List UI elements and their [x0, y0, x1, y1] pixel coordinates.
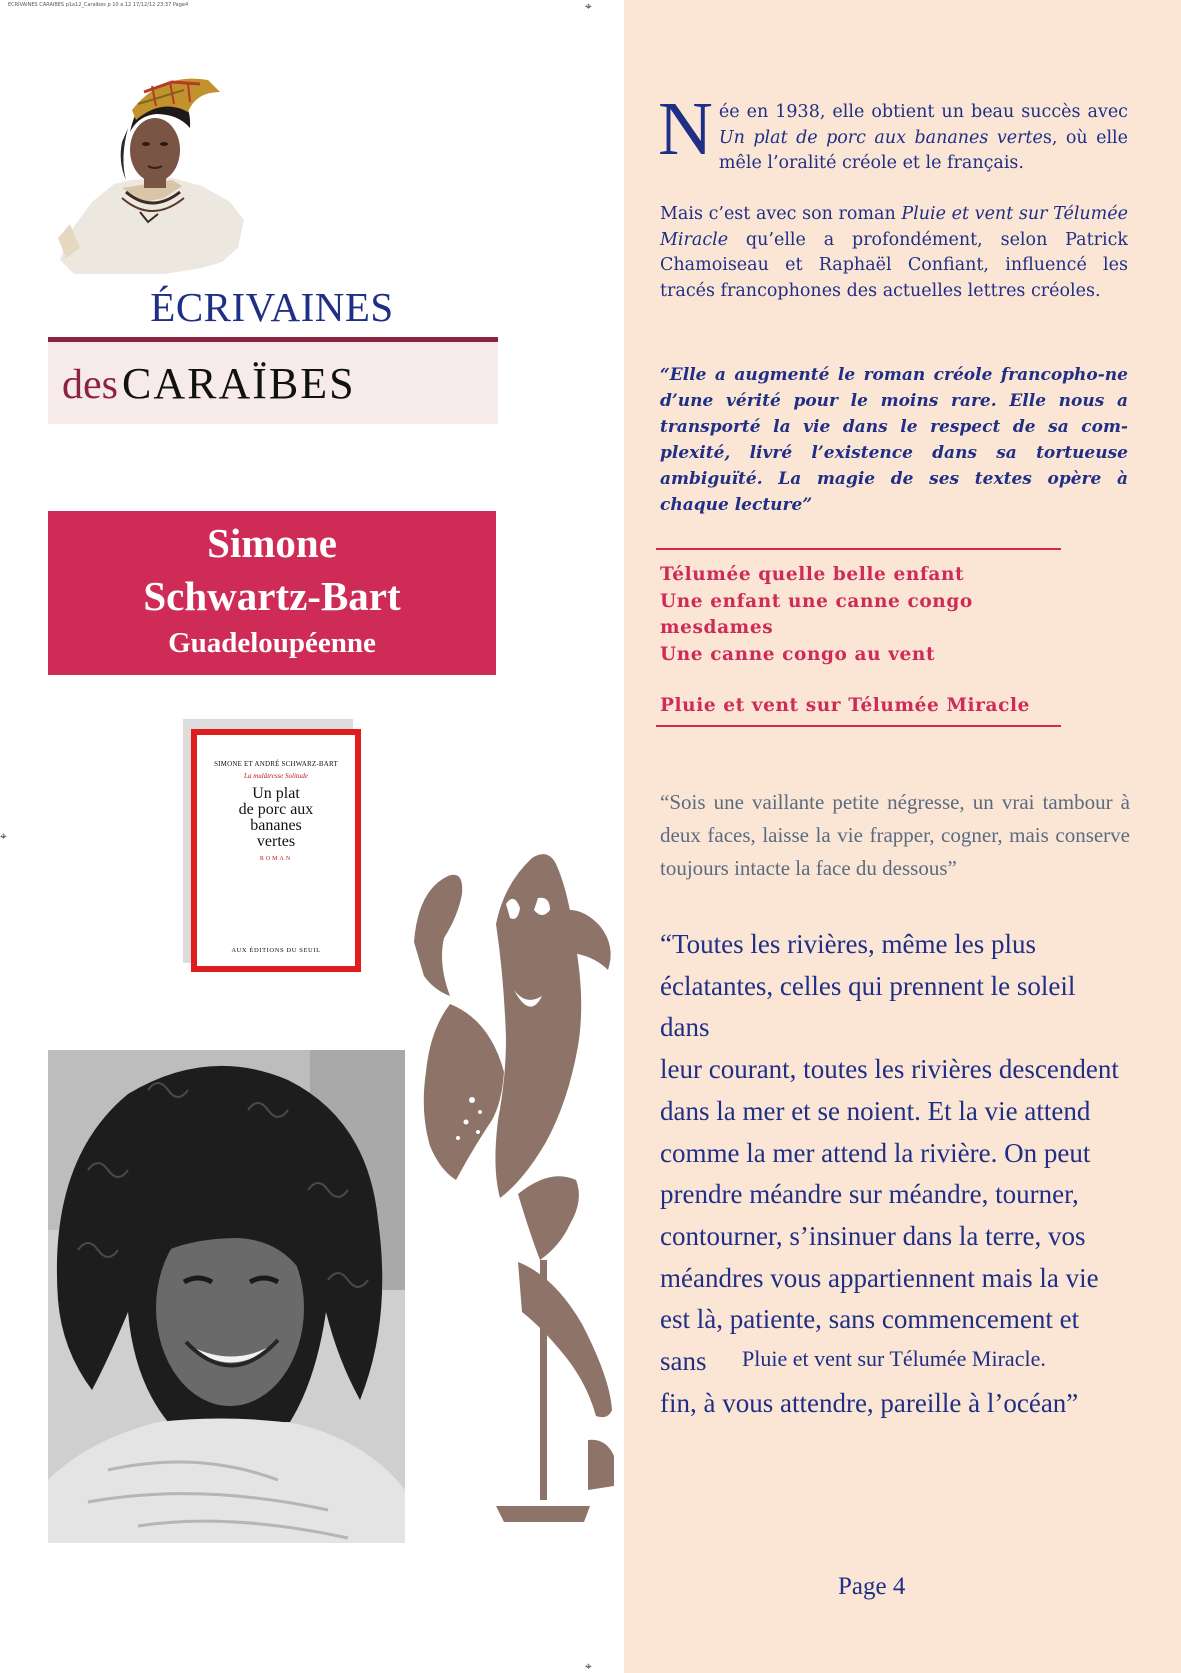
- main-quote-line: prendre méandre sur méandre, tourner,: [660, 1179, 1079, 1210]
- mask-sculpture-illustration: [400, 850, 624, 1570]
- series-subtitle: [62, 358, 356, 409]
- main-quote-line: dans la mer et se noient. Et la vie attend: [660, 1095, 1091, 1126]
- book-title-line: vertes: [256, 833, 296, 850]
- drop-cap: N: [658, 87, 713, 171]
- book-title: [197, 786, 355, 850]
- author-photo: [48, 1050, 405, 1543]
- poem-source: Pluie et vent sur Télumée Miracle: [660, 695, 1030, 716]
- book-title-line: de porc aux: [238, 801, 314, 818]
- intro-text-a: ée en 1938, elle obtient un beau succès avec: [718, 102, 1128, 122]
- author-name-box: [48, 511, 496, 675]
- subtitle-prefix: des: [62, 362, 118, 408]
- subtitle-main: CARAÏBES: [122, 359, 356, 408]
- main-quote-source: Pluie et vent sur Télumée Miracle.: [742, 1346, 1046, 1371]
- crop-mark-icon: ⌖: [0, 829, 7, 843]
- crop-mark-icon: ⌖: [585, 1659, 592, 1673]
- book-authors: SIMONE ET ANDRÉ SCHWARZ-BART: [214, 760, 338, 768]
- print-slug: ECRIVAINES CARAIBES p1a12_Caraibes p 10 a 12 17/12/12 23:37 Page4: [8, 2, 189, 8]
- main-quote-line: “Toutes les rivières, même les plus: [660, 929, 1037, 959]
- book-title-line: Un plat: [252, 785, 300, 802]
- book-series: La mulâtresse Solitude: [244, 772, 308, 780]
- intro-text-b: s, où elle mêle l’oralité créole et le français.: [718, 127, 1128, 173]
- series-title: ÉCRIVAINES: [150, 284, 394, 330]
- author-origin: Guadeloupéenne: [168, 627, 376, 659]
- main-quote-line: contourner, s’insinuer dans la terre, vos: [660, 1220, 1086, 1251]
- poem-line: Une canne congo au vent: [660, 643, 936, 665]
- body-paragraph: [660, 202, 1128, 304]
- author-last-name: Schwartz-Bart: [143, 573, 401, 619]
- book-title-line: bananes: [250, 817, 302, 834]
- para2-book-title: Pluie et vent sur Télumée Miracle: [660, 204, 1128, 250]
- portrait-illustration: [52, 62, 247, 274]
- poem-bottom-rule: [656, 725, 1061, 727]
- main-quote-line: est là, patiente, sans commencement et sans: [660, 1304, 1080, 1377]
- secondary-quote: “Sois une vaillante petite négresse, un vrai tambour à deux faces, laisse la vie frapper, cogner, mais conserve toujours intacte la face du dessous”: [660, 790, 1130, 880]
- poem-excerpt: [660, 562, 973, 668]
- critic-quote: “Elle a augmenté le roman créole francopho-ne d’une vérité pour le moins rare. Elle nous a transporté la vie dans le respect de sa com-plexité, livré l’existence dans sa tortueuse ambiguïté. La magie de ses textes opère à chaque lecture”: [660, 365, 1128, 515]
- poem-line: Une enfant une canne congo: [660, 590, 973, 612]
- main-quote-line: comme la mer attend la rivière. On peut: [660, 1137, 1091, 1168]
- book-publisher: AUX ÉDITIONS DU SEUIL: [231, 947, 321, 954]
- main-quote-line: éclatantes, celles qui prennent le soleil dans: [660, 970, 1076, 1043]
- para2-text-a: Mais c’est avec son roman: [660, 204, 902, 224]
- intro-paragraph: [658, 87, 1128, 177]
- intro-book-title: Un plat de porc aux bananes verte: [718, 127, 1043, 148]
- poem-line: mesdames: [660, 617, 774, 638]
- book-cover: [191, 729, 361, 972]
- poem-top-rule: [656, 548, 1061, 550]
- author-first-name: Simone: [207, 520, 337, 566]
- poem-line: Télumée quelle belle enfant: [660, 564, 965, 585]
- main-quote-line: méandres vous appartiennent mais la vie: [660, 1262, 1099, 1293]
- book-genre: ROMAN: [259, 856, 293, 862]
- main-quote-line: leur courant, toutes les rivières descendent: [660, 1054, 1119, 1085]
- main-quote-line: fin, à vous attendre, pareille à l’océan”: [660, 1387, 1079, 1418]
- page-number: Page 4: [838, 1573, 906, 1600]
- para2-text-b: qu’elle a profondément, selon Patrick Chamoiseau et Raphaël Confiant, influencé les tracés francophones des actuelles lettres créoles.: [660, 229, 1128, 301]
- crop-mark-icon: ⌖: [585, 0, 592, 13]
